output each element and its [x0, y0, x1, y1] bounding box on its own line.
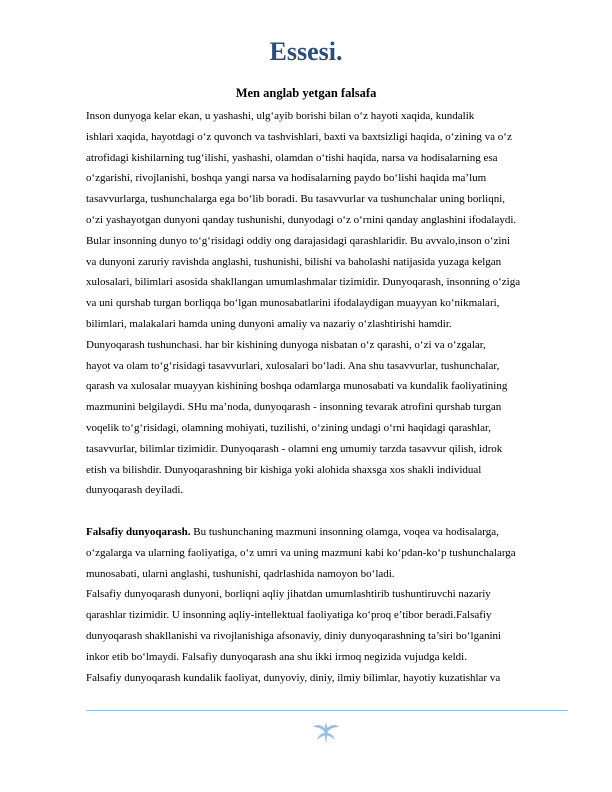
paragraph-spacer [86, 501, 566, 522]
paragraph-line: Dunyoqarash tushunchasi. har bir kishining dunyoga nisbatan o‘z qarashi, o‘zi va o‘zgalar, [86, 338, 486, 351]
paragraph-line: o‘zi yashayotgan dunyoni qanday tushunishi, dunyodagi o‘z o‘rnini qanday anglashini ifodalaydi. [86, 213, 517, 226]
paragraph-line: dunyoqarash shakllanishi va rivojlanishiga afsonaviy, diniy dunyoqarashning ta’siri bo‘lganini [86, 629, 502, 642]
paragraph-line: atrofidagi kishilarning tug‘ilishi, yashashi, olamdan o‘tishi haqida, narsa va hodisalarning esa [86, 151, 498, 164]
paragraph-line: dunyoqarash deyiladi. [86, 484, 184, 497]
paragraph-line: qarash va xulosalar muayyan kishining boshqa odamlarga munosabati va kundalik faoliyatining [86, 380, 508, 393]
essay-body [86, 106, 566, 688]
paragraph-line: o‘zgarishi, rivojlanishi, boshqa yangi narsa va hodisalarning paydo bo‘lishi haqida ma’lum [86, 172, 487, 185]
paragraph-1 [86, 106, 566, 501]
paragraph-line: hayot va olam to‘g‘risidagi tasavvurlari, xulosalari bo‘ladi. Ana shu tasavvurlar, tushunchalar, [86, 359, 500, 372]
fleur-ornament-icon [312, 718, 340, 746]
section-heading-falsafiy: Falsafiy dunyoqarash. [86, 525, 191, 538]
paragraph-line: munosabati, ularni anglashi, tushunishi, qadrlashida namoyon bo‘ladi. [86, 567, 395, 580]
paragraph-line: o‘zgalarga va ularning faoliyatiga, o‘z umri va uning mazmuni kabi ko‘pdan-ko‘p tushunchalarga [86, 546, 516, 559]
paragraph-line: va dunyoni zaruriy ravishda anglashi, tushunishi, bilishi va baholashi natijasida yuzaga kelgan [86, 255, 502, 268]
paragraph-line: tasavvurlar, bilimlar tizimidir. Dunyoqarash - olamni eng umumiy tarzda tasavvur qilish, idrok [86, 442, 503, 455]
paragraph-line: bilimlari, malakalari hamda uning dunyoni amaliy va nazariy o‘zlashtirishi hamdir. [86, 317, 452, 330]
paragraph-line: Inson dunyoga kelar ekan, u yashashi, ulg‘ayib borishi bilan o‘z hayoti xaqida, kundalik [86, 110, 475, 122]
paragraph-line: voqelik to‘g‘risidagi, olamning mohiyati, tuzilishi, o‘zining undagi o‘rni haqidagi qarashlar, [86, 421, 491, 434]
paragraph-line: Falsafiy dunyoqarash kundalik faoliyat, dunyoviy, diniy, ilmiy bilimlar, hayotiy kuzatishlar va [86, 671, 501, 684]
paragraph-line: ishlari xaqida, hayotdagi o‘z quvonch va tashvishlari, baxti va baxtsizligi haqida, o‘zining va o‘z [86, 130, 512, 143]
paragraph-2 [86, 522, 566, 688]
paragraph-line: inkor etib bo‘lmaydi. Falsafiy dunyoqarash ana shu ikki irmoq negizida vujudga keldi. [86, 650, 467, 663]
page-subtitle: Men anglab yetgan falsafa [235, 86, 377, 100]
paragraph-line: va uni qurshab turgan borliqqa bo‘lgan munosabatlarini ifodalaydigan muayyan ko‘nikmalari, [86, 297, 500, 310]
paragraph-line: Bular insonning dunyo to‘g‘risidagi oddiy ong darajasidagi qarashlaridir. Bu avvalo,inson o‘zini [86, 234, 511, 247]
paragraph-line: qarashlar tizimidir. U insonning aqliy-intellektual faoliyatiga ko‘proq e’tibor beradi.Falsafiy [86, 609, 492, 622]
paragraph-line: mazmunini belgilaydi. SHu ma’noda, dunyoqarash - insonning tevarak atrofini qurshab turgan [86, 401, 502, 414]
paragraph-2-first-line-rest: Bu tushunchaning mazmuni insonning olamga, voqea va hodisalarga, [190, 525, 499, 538]
paragraph-line: etish va bilishdir. Dunyoqarashning bir kishiga yoki alohida shaxsga xos shakli individual [86, 463, 482, 476]
page-title: Essesi. [269, 37, 343, 66]
paragraph-line: tasavvurlarga, tushunchalarga ega bo‘lib boradi. Bu tasavvurlar va tushunchalar uning borliqni, [86, 193, 506, 206]
footer-rule [86, 710, 568, 711]
paragraph-2-first-line [86, 522, 566, 543]
paragraph-line: Falsafiy dunyoqarash dunyoni, borliqni aqliy jihatdan umumlashtirib tushuntiruvchi nazariy [86, 588, 491, 601]
paragraph-line: xulosalari, bilimlari asosida shakllangan umumlashmalar tizimidir. Dunyoqarash, insonning o‘ziga [86, 276, 521, 289]
